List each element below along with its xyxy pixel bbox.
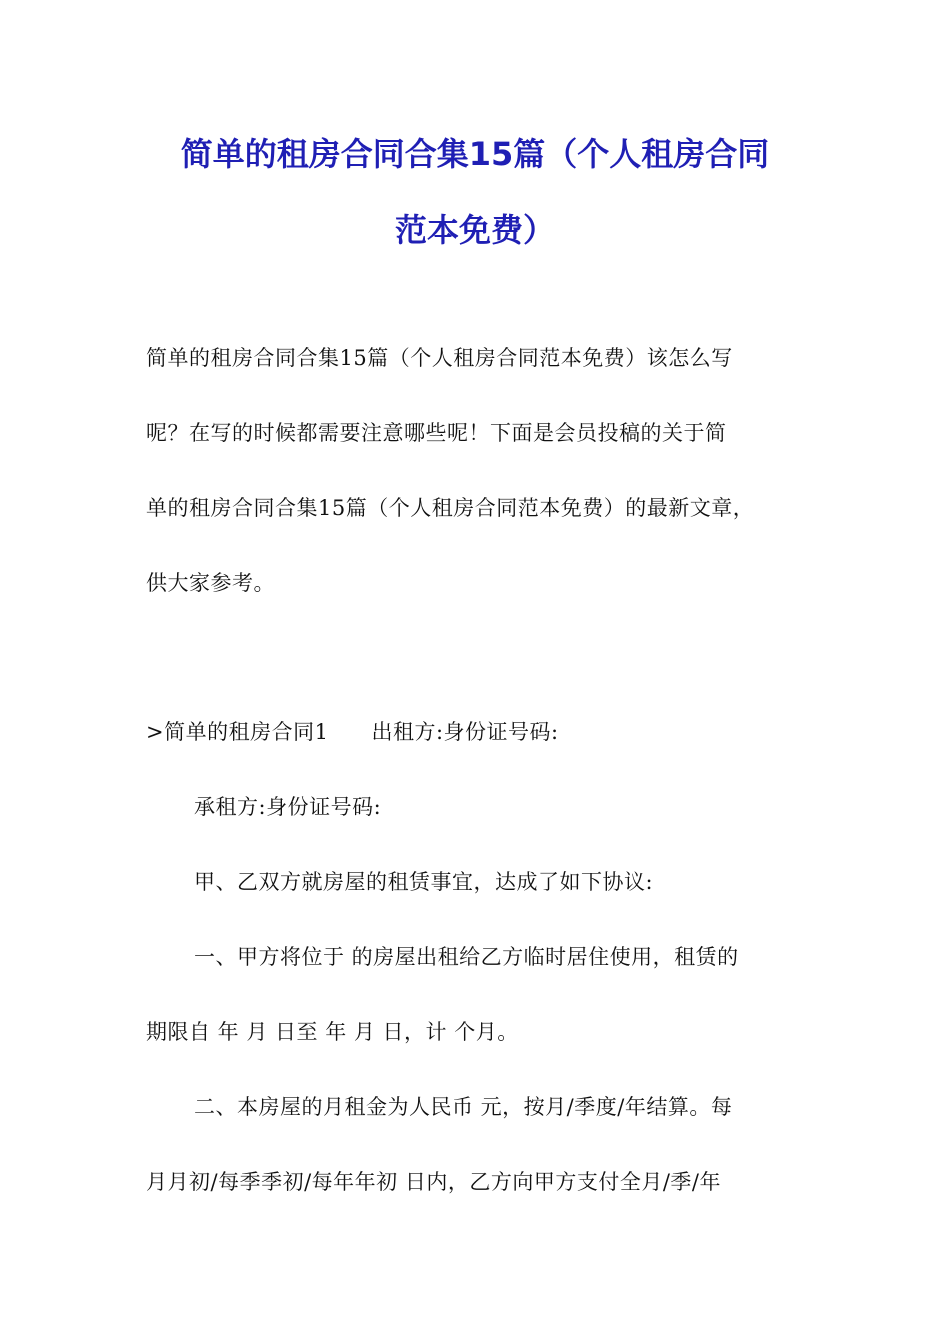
clause-1-line-2: 期限自 年 月 日至 年 月 日，计 个月。 — [146, 1020, 519, 1044]
tenant-line: 承租方:身份证号码: — [194, 795, 382, 819]
intro-line-2: 呢？在写的时候都需要注意哪些呢！下面是会员投稿的关于简 — [146, 421, 727, 445]
intro-line-1: 简单的租房合同合集15篇（个人租房合同范本免费）该怎么写 — [146, 346, 733, 370]
clause-2-line-2: 月月初/每季季初/每年年初 日内，乙方向甲方支付全月/季/年 — [146, 1170, 721, 1194]
intro-line-3: 单的租房合同合集15篇（个人租房合同范本免费）的最新文章， — [146, 496, 755, 520]
document-title-line-1: 简单的租房合同合集15篇（个人租房合同 — [180, 135, 770, 173]
contract-heading: >简单的租房合同1 出租方:身份证号码: — [146, 720, 559, 744]
agreement-line: 甲、乙双方就房屋的租赁事宜，达成了如下协议: — [194, 870, 654, 894]
document-title-line-2: 范本免费） — [394, 211, 555, 249]
clause-2-line-1: 二、本房屋的月租金为人民币 元，按月/季度/年结算。每 — [194, 1095, 733, 1119]
intro-line-4: 供大家参考。 — [146, 571, 275, 595]
clause-1-line-1: 一、甲方将位于 的房屋出租给乙方临时居住使用，租赁的 — [194, 945, 739, 969]
